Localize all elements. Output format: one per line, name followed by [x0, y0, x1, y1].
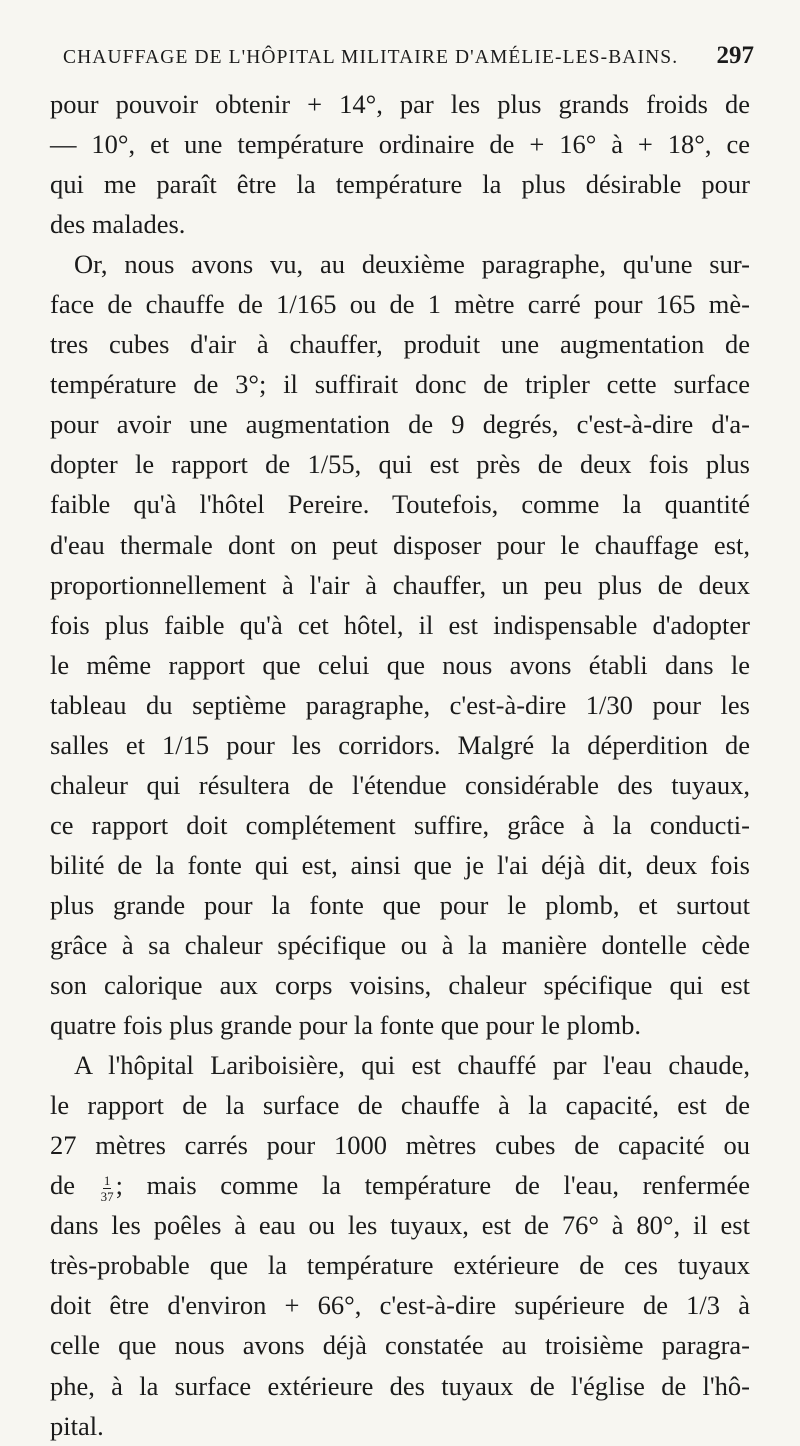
- text-line: grâce à sa chaleur spécifique ou à la manière dontelle cède: [50, 929, 750, 960]
- running-title: CHAUFFAGE DE L'HÔPITAL MILITAIRE D'AMÉLIE-LES-BAINS.: [63, 47, 679, 68]
- text-line: bilité de la fonte qui est, ainsi que je l'ai déjà dit, deux fois: [50, 849, 750, 880]
- fraction-denominator: 37: [100, 1188, 114, 1204]
- fraction-numerator: 1: [103, 1172, 111, 1188]
- text-line: son calorique aux corps voisins, chaleur spécifique qui est: [50, 970, 750, 1001]
- text-line: pital.: [50, 1410, 104, 1441]
- fraction-text-line: [50, 1165, 750, 1205]
- text-line: Or, nous avons vu, au deuxième paragraphe, qu'une sur-: [74, 249, 750, 280]
- text-line: fois plus faible qu'à cet hôtel, il est indispensable d'adopter: [50, 609, 750, 640]
- text-line: température de 3°; il suffirait donc de tripler cette surface: [50, 369, 750, 400]
- text-line: ce rapport doit complétement suffire, grâce à la conducti-: [50, 809, 750, 840]
- text-line: doit être d'environ + 66°, c'est-à-dire supérieure de 1/3 à: [50, 1290, 750, 1321]
- text-line: d'eau thermale dont on peut disposer pour le chauffage est,: [50, 529, 750, 560]
- text-line: tres cubes d'air à chauffer, produit une augmentation de: [50, 329, 750, 360]
- text-line: dans les poêles à eau ou les tuyaux, est de 76° à 80°, il est: [50, 1210, 750, 1241]
- text-line: quatre fois plus grande pour la fonte que pour le plomb.: [50, 1010, 641, 1041]
- text-line: qui me paraît être la température la plus désirable pour: [50, 169, 750, 200]
- text-line: celle que nous avons déjà constatée au troisième paragra-: [50, 1330, 750, 1361]
- fraction-lead: de: [50, 1170, 76, 1201]
- text-line: le même rapport que celui que nous avons établi dans le: [50, 649, 750, 680]
- text-line: pour pouvoir obtenir + 14°, par les plus grands froids de: [50, 89, 750, 119]
- text-line: des malades.: [50, 209, 186, 240]
- body-text: [50, 84, 750, 1446]
- text-line: tableau du septième paragraphe, c'est-à-dire 1/30 pour les: [50, 689, 750, 720]
- text-line: plus grande pour la fonte que pour le plomb, et surtout: [50, 889, 750, 920]
- text-line: le rapport de la surface de chauffe à la capacité, est de: [50, 1090, 750, 1121]
- text-line: très-probable que la température extérieure de ces tuyaux: [50, 1250, 750, 1281]
- text-line: proportionnellement à l'air à chauffer, un peu plus de deux: [50, 569, 750, 600]
- text-line: phe, à la surface extérieure des tuyaux de l'église de l'hô-: [50, 1370, 750, 1401]
- text-line: salles et 1/15 pour les corridors. Malgré la déperdition de: [50, 729, 750, 760]
- running-header: [63, 42, 754, 70]
- fraction-tail: ; mais comme la température de l'eau, renfermée: [115, 1170, 750, 1201]
- text-line: dopter le rapport de 1/55, qui est près de deux fois plus: [50, 449, 750, 480]
- text-line: — 10°, et une température ordinaire de + 16° à + 18°, ce: [50, 129, 750, 160]
- text-line: faible qu'à l'hôtel Pereire. Toutefois, comme la quantité: [50, 489, 750, 520]
- page-number: 297: [716, 42, 754, 69]
- fraction: [101, 1174, 114, 1203]
- text-line: face de chauffe de 1/165 ou de 1 mètre carré pour 165 mè-: [50, 289, 750, 320]
- text-line: chaleur qui résultera de l'étendue considérable des tuyaux,: [50, 769, 750, 800]
- text-line: 27 mètres carrés pour 1000 mètres cubes de capacité ou: [50, 1130, 750, 1161]
- text-line: pour avoir une augmentation de 9 degrés, c'est-à-dire d'a-: [50, 409, 750, 440]
- text-line: A l'hôpital Lariboisière, qui est chauffé par l'eau chaude,: [74, 1050, 750, 1081]
